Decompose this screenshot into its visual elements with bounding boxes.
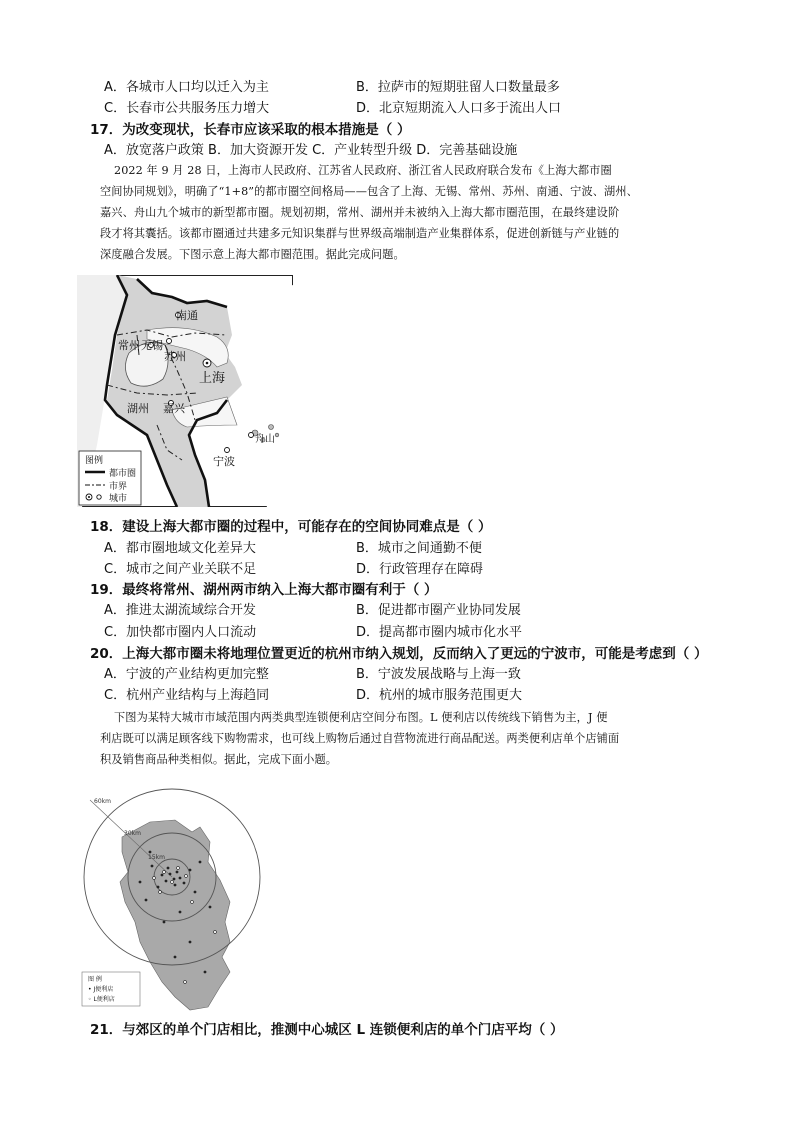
passage1-line: 嘉兴、舟山九个城市的新型都市圈。规划初期，常州、湖州并未被纳入上海大都市圈范围，在最终建设阶 [100,206,620,219]
label-suzhou: 苏州 [164,350,186,363]
ring-label-60km: 60km [94,798,111,805]
label-shanghai: 上海 [199,371,226,386]
q19-option-a: A．推进太湖流域综合开发 [104,603,256,618]
legend-title: 图例 [85,456,104,466]
passage1-line: 空间协同规划》，明确了“1+8”的都市圈空间格局——包含了上海、无锡、常州、苏州、南通、宁波、湖州、 [100,185,638,198]
label-zhoushan: 舟山 [255,434,275,445]
q20-stem: 20．上海大都市圈未将地理位置更近的杭州市纳入规划，反而纳入了更远的宁波市，可能是考虑到（ ） [90,646,708,662]
passage-convenience-stores [100,707,710,770]
q17-stem: 17．为改变现状，长春市应该采取的根本措施是（ ） [90,122,411,138]
label-huzhou: 湖州 [127,402,149,415]
ring-label-15km: 15km [148,854,165,861]
legend-metro: 都市圈 [109,469,137,479]
q21-stem: 21．与郊区的单个门店相比，推测中心城区 L 连锁便利店的单个门店平均（ ） [90,1022,564,1038]
q16-option-c: C．长春市公共服务压力增大 [104,101,270,116]
map2-legend-title: 图 例 [88,976,102,983]
label-changzhou: 常州 [118,339,140,352]
q17-options: A．放宽落户政策 B．加大资源开发 C．产业转型升级 D．完善基础设施 [104,143,518,158]
map2-legend-j-store: • J便利店 [88,986,114,993]
q20-option-b: B．宁波发展战略与上海一致 [356,667,521,682]
q19-option-c: C．加快都市圈内人口流动 [104,625,257,640]
passage1-line: 2022 年 9 月 28 日，上海市人民政府、江苏省人民政府、浙江省人民政府联合发布《上海大都市圈 [114,164,612,177]
map2-legend-l-store: ◦ L便利店 [88,996,115,1003]
shanghai-metro-map [77,275,293,507]
q20-option-c: C．杭州产业结构与上海趋同 [104,688,270,703]
legend-city: 城市 [109,494,128,504]
q18-option-d: D．行政管理存在障碍 [356,562,484,577]
convenience-store-map [80,782,280,1014]
label-ningbo: 宁波 [213,455,235,468]
q19-stem: 19．最终将常州、湖州两市纳入上海大都市圈有利于（ ） [90,582,438,598]
passage2-line: 下图为某特大城市市域范围内两类典型连锁便利店空间分布图。L 便利店以传统线下销售为主，J 便 [114,711,608,724]
q18-stem: 18．建设上海大都市圈的过程中，可能存在的空间协同难点是（ ） [90,519,492,535]
q18-option-a: A．都市圈地域文化差异大 [104,541,256,556]
q20-option-a: A．宁波的产业结构更加完整 [104,667,269,682]
q16-option-b: B．拉萨市的短期驻留人口数量最多 [356,80,560,95]
passage2-line: 利店既可以满足顾客线下购物需求，也可线上购物后通过自营物流进行商品配送。两类便利店单个店铺面 [100,732,620,745]
q16-option-a: A．各城市人口均以迁入为主 [104,80,269,95]
q18-option-b: B．城市之间通勤不便 [356,541,482,556]
q19-option-d: D．提高都市圈内城市化水平 [356,625,523,640]
ring-label-30km: 30km [124,830,141,837]
q18-option-c: C．城市之间产业关联不足 [104,562,257,577]
passage1-line: 深度融合发展。下图示意上海大都市圈范围。据此完成问题。 [100,248,405,261]
q20-option-d: D．杭州的城市服务范围更大 [356,688,523,703]
passage2-line: 积及销售商品种类相似。据此，完成下面小题。 [100,753,338,766]
label-jiaxing: 嘉兴 [163,402,185,415]
label-wuxi: 无锡 [141,339,163,352]
passage-shanghai-metro [100,160,710,265]
legend-border: 市界 [109,482,128,492]
q16-option-d: D．北京短期流入人口多于流出人口 [356,101,562,116]
passage1-line: 段才将其囊括。该都市圈通过共建多元知识集群与世界级高端制造产业集群体系，促进创新链与产业链的 [100,227,620,240]
q19-option-b: B．促进都市圈产业协同发展 [356,603,521,618]
label-nantong: 南通 [176,309,198,322]
